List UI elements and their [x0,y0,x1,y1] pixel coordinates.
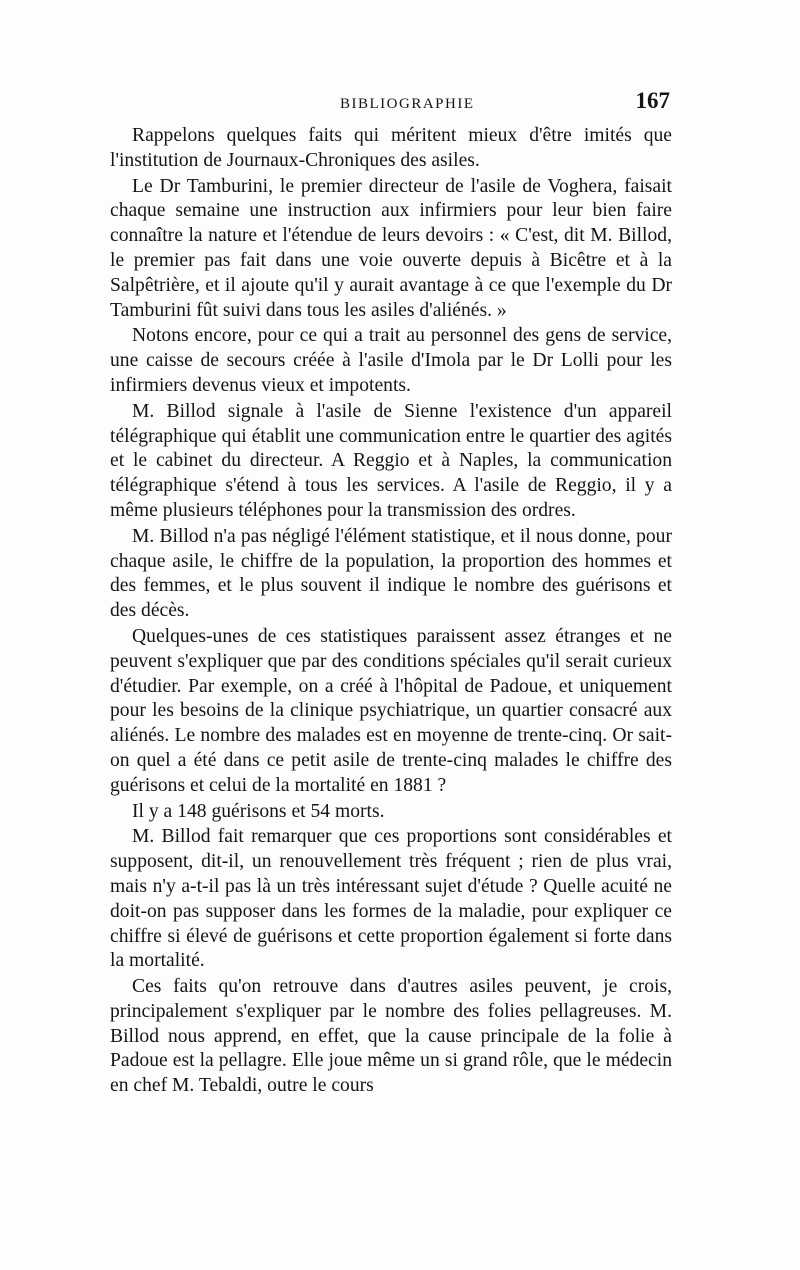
paragraph: Ces faits qu'on retrouve dans d'autres asiles peuvent, je crois, principalement s'expliquer par le nombre des folies pellagreuses. M. Billod nous apprend, en effet, que la cause principale de la folie à Padoue est la pellagre. Elle joue même un si grand rôle, que le médecin en chef M. Tebaldi, outre le cours [110,976,672,1097]
page-number: 167 [635,88,670,113]
paragraph: Il y a 148 guérisons et 54 morts. [132,800,385,822]
paragraph: M. Billod signale à l'asile de Sienne l'existence d'un appareil télégraphique qui établit une communication entre le quartier des agités et le cabinet du directeur. A Reggio et à Naples, la communication télégraphique s'étend à tous les services. A l'asile de Reggio, il y a même plusieurs téléphones pour la transmission des ordres. [110,400,672,521]
body-text [110,124,672,1099]
paragraph: Le Dr Tamburini, le premier directeur de l'asile de Voghera, faisait chaque semaine une instruction aux infirmiers pour leur bien faire connaître la nature et l'étendue de leurs devoirs : « C'est, dit M. Billod, le premier pas fait dans une voie ouverte depuis à Bicêtre et à la Salpêtrière, et il ajoute qu'il y aurait avantage à ce que l'exemple du Dr Tamburini fût suivi dans tous les asiles d'aliénés. » [110,175,672,321]
paragraph: Quelques-unes de ces statistiques paraissent assez étranges et ne peuvent s'expliquer que par des conditions spéciales qu'il serait curieux d'étudier. Par exemple, on a créé à l'hôpital de Padoue, et uniquement pour les besoins de la clinique psychiatrique, un quartier consacré aux aliénés. Le nombre des malades est en moyenne de trente-cinq. Or sait-on quel a été dans ce petit asile de trente-cinq malades le chiffre des guérisons et celui de la mortalité en 1881 ? [110,625,672,796]
running-title: BIBLIOGRAPHIE [340,96,475,112]
page-header [110,88,670,122]
paragraph: M. Billod fait remarquer que ces proportions sont considérables et supposent, dit-il, un renouvellement très fréquent ; rien de plus vrai, mais n'y a-t-il pas là un très intéressant sujet d'étude ? Quelle acuité ne doit-on pas supposer dans les formes de la maladie, pour expliquer ce chiffre si élevé de guérisons et cette proportion également si forte dans la mortalité. [110,826,672,972]
paragraph: M. Billod n'a pas négligé l'élément statistique, et il nous donne, pour chaque asile, le chiffre de la population, la proportion des hommes et des femmes, et le plus souvent il indique le nombre des guérisons et des décès. [110,525,672,622]
paragraph: Rappelons quelques faits qui méritent mieux d'être imités que l'institution de Journaux-Chroniques des asiles. [110,125,672,171]
paragraph: Notons encore, pour ce qui a trait au personnel des gens de service, une caisse de secours créée à l'asile d'Imola par le Dr Lolli pour les infirmiers devenus vieux et impotents. [110,325,672,396]
